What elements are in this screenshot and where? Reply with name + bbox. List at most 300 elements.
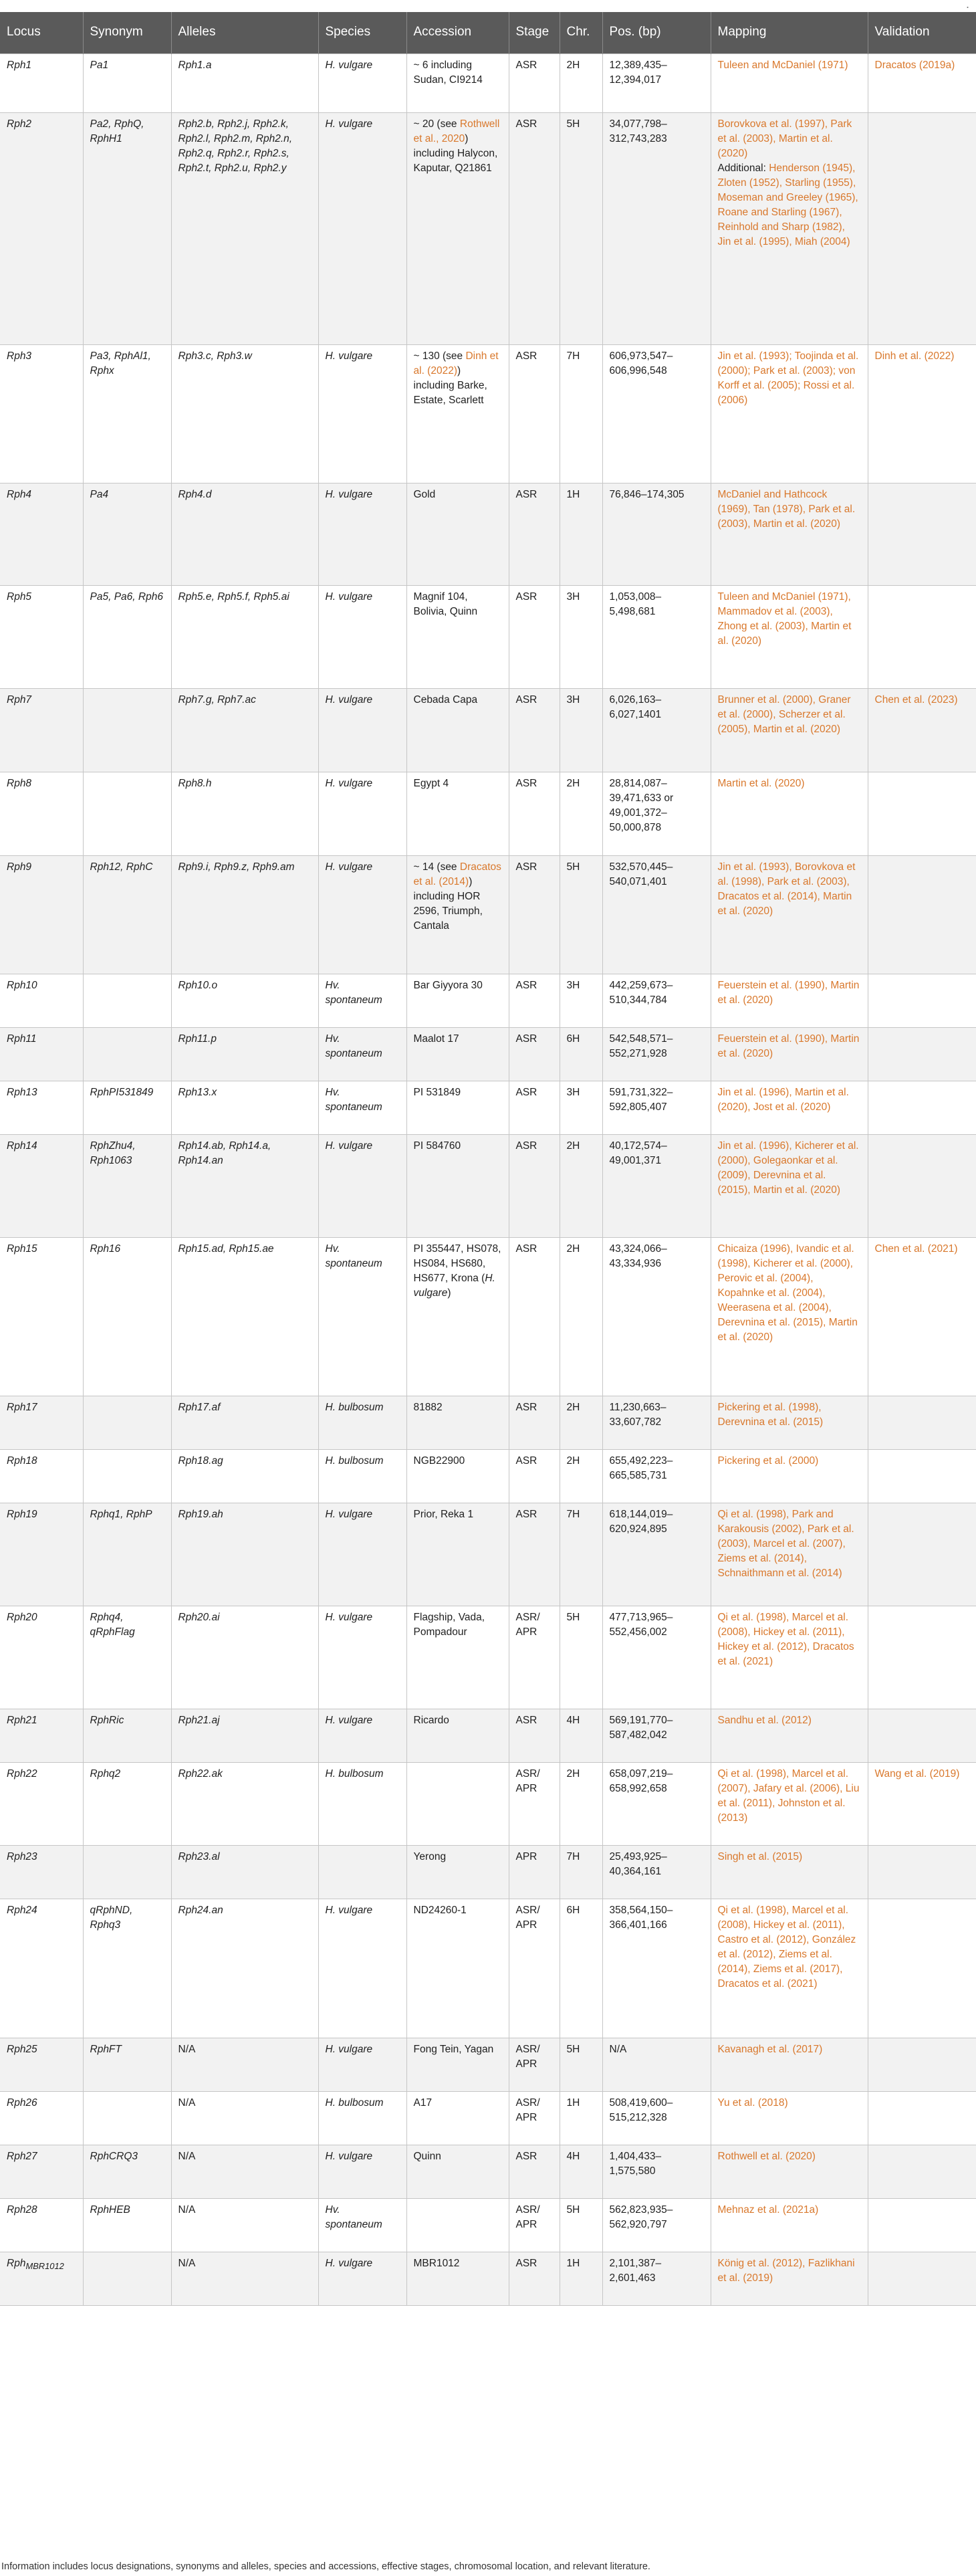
chr-text: 7H: [566, 1850, 580, 1862]
locus-name: Rph19: [7, 1508, 37, 1520]
cell-mapping: [711, 2252, 868, 2305]
accession-text: MBR1012: [413, 2257, 460, 2269]
pos-text: 76,846–174,305: [609, 488, 685, 500]
cell-synonym: [83, 2252, 171, 2305]
stage-text: ASR: [515, 1033, 537, 1045]
cell-chr: [560, 1709, 602, 1762]
cell-alleles: [171, 1027, 318, 1081]
cell-alleles: [171, 1449, 318, 1503]
cell-species: [318, 1762, 406, 1845]
cell-validation: [868, 688, 976, 772]
mapping-refs: Pickering et al. (2000): [717, 1455, 819, 1467]
cell-locus: [0, 2145, 83, 2198]
cell-synonym: [83, 1762, 171, 1845]
synonym-text: Rphq1, RphP: [90, 1508, 152, 1520]
validation-ref: Chen et al. (2021): [874, 1243, 958, 1255]
cell-locus: [0, 1845, 83, 1899]
page-mark: .: [965, 0, 969, 11]
accession-text: PI 531849: [413, 1086, 461, 1098]
cell-accession: [406, 2091, 509, 2145]
cell-chr: [560, 2198, 602, 2252]
alleles-text: Rph20.ai: [178, 1611, 220, 1623]
stage-text: ASR: [515, 350, 537, 362]
alleles-text: Rph3.c, Rph3.w: [178, 350, 252, 362]
alleles-text: Rph9.i, Rph9.z, Rph9.am: [178, 861, 295, 873]
cell-synonym: [83, 1503, 171, 1606]
cell-pos: [602, 855, 711, 974]
synonym-text: RphPI531849: [90, 1086, 154, 1098]
cell-species: [318, 1449, 406, 1503]
cell-species: [318, 2252, 406, 2305]
cell-stage: [509, 2091, 560, 2145]
table-row: [0, 974, 976, 1027]
cell-accession: [406, 1709, 509, 1762]
mapping-extra-refs: Henderson (1945), Zloten (1952), Starling (1955), Moseman and Greeley (1965), Roane and Starling (1967), Reinhold and Sharp (1982), Jin et al. (1995), Miah (2004): [717, 162, 858, 247]
cell-pos: [602, 2198, 711, 2252]
mapping-refs: König et al. (2012), Fazlikhani et al. (2019): [717, 2257, 855, 2284]
cell-chr: [560, 2145, 602, 2198]
cell-locus: [0, 1396, 83, 1449]
table-row: [0, 112, 976, 344]
accession-text: NGB22900: [413, 1455, 465, 1467]
cell-synonym: [83, 1899, 171, 2038]
cell-stage: [509, 1503, 560, 1606]
pos-text: 658,097,219–658,992,658: [609, 1767, 673, 1794]
locus-name: Rph7: [7, 693, 32, 706]
cell-pos: [602, 585, 711, 688]
cell-species: [318, 1396, 406, 1449]
cell-locus: [0, 483, 83, 585]
cell-locus: [0, 1899, 83, 2038]
alleles-text: Rph8.h: [178, 777, 212, 789]
cell-chr: [560, 1845, 602, 1899]
pos-text: 562,823,935–562,920,797: [609, 2204, 673, 2230]
synonym-text: qRphND, Rphq3: [90, 1904, 133, 1931]
cell-species: [318, 1503, 406, 1606]
species-text: Hv. spontaneum: [325, 2204, 382, 2230]
cell-synonym: [83, 585, 171, 688]
cell-chr: [560, 1762, 602, 1845]
table-row: [0, 1081, 976, 1134]
stage-text: ASR: [515, 979, 537, 991]
synonym-text: RphFT: [90, 2043, 122, 2055]
pos-text: 25,493,925–40,364,161: [609, 1850, 667, 1877]
cell-stage: [509, 1449, 560, 1503]
accession-text: Magnif 104, Bolivia, Quinn: [413, 591, 478, 617]
alleles-text: Rph24.an: [178, 1904, 223, 1916]
cell-pos: [602, 483, 711, 585]
chr-text: 2H: [566, 1401, 580, 1413]
pos-text: 1,053,008–5,498,681: [609, 591, 662, 617]
mapping-extra-label: Additional:: [717, 162, 769, 174]
cell-pos: [602, 1845, 711, 1899]
alleles-text: N/A: [178, 2257, 196, 2269]
chr-text: 3H: [566, 1086, 580, 1098]
cell-stage: [509, 483, 560, 585]
mapping-refs: Rothwell et al. (2020): [717, 2150, 816, 2162]
alleles-text: Rph17.af: [178, 1401, 221, 1413]
species-text: H. vulgare: [325, 2150, 373, 2162]
mapping-refs: Singh et al. (2015): [717, 1850, 803, 1862]
header-alleles: Alleles: [171, 12, 318, 53]
cell-chr: [560, 855, 602, 974]
cell-synonym: [83, 2038, 171, 2091]
accession-text: PI 355447, HS078, HS084, HS680, HS677, Krona: [413, 1243, 501, 1284]
cell-locus: [0, 1762, 83, 1845]
cell-synonym: [83, 483, 171, 585]
cell-pos: [602, 112, 711, 344]
cell-stage: [509, 1845, 560, 1899]
cell-pos: [602, 1503, 711, 1606]
alleles-text: Rph2.b, Rph2.j, Rph2.k, Rph2.l, Rph2.m, Rph2.n, Rph2.q, Rph2.r, Rph2.s, Rph2.t, Rph2.u, Rph2.y: [178, 118, 293, 174]
species-text: Hv. spontaneum: [325, 1033, 382, 1059]
cell-stage: [509, 1027, 560, 1081]
cell-mapping: [711, 772, 868, 855]
cell-mapping: [711, 688, 868, 772]
alleles-text: Rph22.ak: [178, 1767, 223, 1780]
cell-stage: [509, 1081, 560, 1134]
mapping-refs: Qi et al. (1998), Marcel et al. (2008), Hickey et al. (2011), Castro et al. (2012), González et al. (2012), Ziems et al. (2014), Ziems et al. (2017), Dracatos et al. (2021): [717, 1904, 856, 1990]
rph-loci-table: [0, 12, 976, 2306]
stage-text: ASR: [515, 861, 537, 873]
cell-mapping: [711, 2038, 868, 2091]
cell-validation: [868, 772, 976, 855]
cell-chr: [560, 112, 602, 344]
cell-stage: [509, 1237, 560, 1396]
synonym-text: RphZhu4, Rph1063: [90, 1140, 136, 1166]
cell-accession: [406, 344, 509, 483]
cell-validation: [868, 1396, 976, 1449]
cell-mapping: [711, 1762, 868, 1845]
alleles-text: Rph13.x: [178, 1086, 217, 1098]
table-row: [0, 1899, 976, 2038]
cell-species: [318, 1237, 406, 1396]
cell-mapping: [711, 1237, 868, 1396]
pos-text: 2,101,387–2,601,463: [609, 2257, 662, 2284]
accession-text: ) including HOR 2596, Triumph, Cantala: [413, 875, 483, 932]
cell-accession: [406, 2038, 509, 2091]
table-row: [0, 2038, 976, 2091]
alleles-text: N/A: [178, 2204, 196, 2216]
cell-alleles: [171, 1762, 318, 1845]
table-row: [0, 53, 976, 112]
cell-locus: [0, 2091, 83, 2145]
cell-alleles: [171, 585, 318, 688]
cell-species: [318, 344, 406, 483]
cell-locus: [0, 688, 83, 772]
pos-text: 43,324,066–43,334,936: [609, 1243, 667, 1269]
cell-accession: [406, 483, 509, 585]
locus-name: Rph24: [7, 1904, 37, 1916]
mapping-refs: Jin et al. (1993); Toojinda et al. (2000); Park et al. (2003); von Korff et al. (2005); Rossi et al. (2006): [717, 350, 859, 406]
pos-text: 358,564,150–366,401,166: [609, 1904, 673, 1931]
cell-species: [318, 1134, 406, 1237]
accession-species: H. vulgare: [413, 1272, 495, 1299]
stage-text: ASR: [515, 1140, 537, 1152]
cell-species: [318, 1027, 406, 1081]
cell-stage: [509, 1762, 560, 1845]
chr-text: 7H: [566, 1508, 580, 1520]
stage-text: ASR: [515, 488, 537, 500]
accession-text: ) including Halycon, Kaputar, Q21861: [413, 132, 498, 174]
cell-accession: [406, 1081, 509, 1134]
cell-pos: [602, 1762, 711, 1845]
species-text: H. vulgare: [325, 2043, 373, 2055]
accession-text: ) including Barke, Estate, Scarlett: [413, 364, 487, 406]
cell-accession: [406, 772, 509, 855]
cell-species: [318, 2198, 406, 2252]
table-row: [0, 2252, 976, 2305]
cell-alleles: [171, 1134, 318, 1237]
mapping-refs: Qi et al. (1998), Marcel et al. (2007), Jafary et al. (2006), Liu et al. (2011), Johnston et al. (2013): [717, 1767, 860, 1824]
species-text: H. vulgare: [325, 2257, 373, 2269]
cell-chr: [560, 1449, 602, 1503]
cell-validation: [868, 2198, 976, 2252]
cell-stage: [509, 344, 560, 483]
cell-species: [318, 53, 406, 112]
mapping-refs: Jin et al. (1996), Kicherer et al. (2000), Golegaonkar et al. (2009), Derevnina et al. (2015), Martin et al. (2020): [717, 1140, 859, 1196]
cell-mapping: [711, 855, 868, 974]
cell-locus: [0, 1027, 83, 1081]
cell-synonym: [83, 1845, 171, 1899]
cell-chr: [560, 1134, 602, 1237]
species-text: Hv. spontaneum: [325, 1243, 382, 1269]
chr-text: 5H: [566, 861, 580, 873]
cell-chr: [560, 1027, 602, 1081]
cell-mapping: [711, 1449, 868, 1503]
cell-pos: [602, 2252, 711, 2305]
cell-mapping: [711, 1606, 868, 1709]
pos-text: 542,548,571–552,271,928: [609, 1033, 673, 1059]
chr-text: 2H: [566, 777, 580, 789]
stage-text: ASR: [515, 777, 537, 789]
cell-validation: [868, 1899, 976, 2038]
cell-pos: [602, 1606, 711, 1709]
cell-alleles: [171, 1845, 318, 1899]
mapping-refs: Tuleen and McDaniel (1971): [717, 59, 848, 71]
species-text: H. vulgare: [325, 693, 373, 706]
cell-stage: [509, 1606, 560, 1709]
species-text: H. bulbosum: [325, 1767, 384, 1780]
stage-text: ASR: [515, 1508, 537, 1520]
stage-text: ASR: [515, 1401, 537, 1413]
synonym-text: Rph16: [90, 1243, 121, 1255]
pos-text: 618,144,019–620,924,895: [609, 1508, 673, 1535]
synonym-text: RphRic: [90, 1714, 124, 1726]
cell-chr: [560, 53, 602, 112]
table-row: [0, 1606, 976, 1709]
table-footnote: Information includes locus designations, synonyms and alleles, species and accessions, effective stages, chromosomal location, and relevant literature.: [1, 2561, 650, 2572]
chr-text: 5H: [566, 2043, 580, 2055]
locus-name: Rph18: [7, 1455, 37, 1467]
table-row: [0, 344, 976, 483]
cell-chr: [560, 2252, 602, 2305]
cell-locus: [0, 585, 83, 688]
locus-name: Rph23: [7, 1850, 37, 1862]
accession-text: ~ 130 (see: [413, 350, 466, 362]
cell-validation: [868, 1606, 976, 1709]
locus-name: Rph10: [7, 979, 37, 991]
accession-text: ND24260-1: [413, 1904, 467, 1916]
mapping-refs: Qi et al. (1998), Park and Karakousis (2002), Park et al. (2003), Marcel et al. (2007), Ziems et al. (2014), Schnaithmann et al. (2014): [717, 1508, 854, 1579]
table-row: [0, 772, 976, 855]
cell-accession: [406, 1845, 509, 1899]
stage-text: ASR: [515, 591, 537, 603]
cell-species: [318, 772, 406, 855]
cell-synonym: [83, 112, 171, 344]
pos-text: 569,191,770–587,482,042: [609, 1714, 673, 1741]
table-body: [0, 53, 976, 2305]
cell-chr: [560, 688, 602, 772]
validation-ref: Dracatos (2019a): [874, 59, 955, 71]
stage-text: ASR: [515, 1455, 537, 1467]
accession-text: Prior, Reka 1: [413, 1508, 474, 1520]
cell-synonym: [83, 53, 171, 112]
pos-text: 34,077,798–312,743,283: [609, 118, 667, 144]
cell-alleles: [171, 1396, 318, 1449]
cell-pos: [602, 1449, 711, 1503]
locus-name: Rph17: [7, 1401, 37, 1413]
locus-name: Rph14: [7, 1140, 37, 1152]
alleles-text: Rph7.g, Rph7.ac: [178, 693, 256, 706]
header-accession: Accession: [406, 12, 509, 53]
accession-text: ~ 20 (see: [413, 118, 460, 130]
synonym-text: Pa5, Pa6, Rph6: [90, 591, 163, 603]
locus-name: Rph15: [7, 1243, 37, 1255]
cell-mapping: [711, 344, 868, 483]
cell-validation: [868, 1503, 976, 1606]
cell-locus: [0, 1709, 83, 1762]
species-text: H. bulbosum: [325, 2097, 384, 2109]
cell-validation: [868, 53, 976, 112]
chr-text: 1H: [566, 488, 580, 500]
chr-text: 2H: [566, 1767, 580, 1780]
header-synonym: Synonym: [83, 12, 171, 53]
cell-synonym: [83, 2091, 171, 2145]
cell-chr: [560, 1606, 602, 1709]
chr-text: 3H: [566, 591, 580, 603]
pos-text: 12,389,435–12,394,017: [609, 59, 667, 86]
table-row: [0, 1134, 976, 1237]
cell-accession: [406, 1134, 509, 1237]
pos-text: 606,973,547–606,996,548: [609, 350, 673, 377]
cell-locus: [0, 2252, 83, 2305]
cell-synonym: [83, 1081, 171, 1134]
chr-text: 2H: [566, 59, 580, 71]
cell-validation: [868, 2038, 976, 2091]
cell-validation: [868, 1709, 976, 1762]
stage-text: ASR/ APR: [515, 1904, 540, 1931]
species-text: H. vulgare: [325, 118, 373, 130]
locus-name: Rph3: [7, 350, 32, 362]
cell-synonym: [83, 2198, 171, 2252]
alleles-text: Rph23.al: [178, 1850, 220, 1862]
cell-alleles: [171, 2145, 318, 2198]
mapping-refs: Yu et al. (2018): [717, 2097, 788, 2109]
alleles-text: Rph5.e, Rph5.f, Rph5.ai: [178, 591, 289, 603]
stage-text: ASR: [515, 1086, 537, 1098]
mapping-refs: Mehnaz et al. (2021a): [717, 2204, 819, 2216]
cell-stage: [509, 1134, 560, 1237]
cell-validation: [868, 1237, 976, 1396]
pos-text: N/A: [609, 2043, 627, 2055]
cell-chr: [560, 483, 602, 585]
cell-synonym: [83, 1396, 171, 1449]
cell-accession: [406, 585, 509, 688]
mapping-refs: McDaniel and Hathcock (1969), Tan (1978), Park et al. (2003), Martin et al. (2020): [717, 488, 856, 530]
mapping-refs: Feuerstein et al. (1990), Martin et al. (2020): [717, 979, 860, 1006]
stage-text: APR: [515, 1850, 537, 1862]
mapping-refs: Jin et al. (1993), Borovkova et al. (1998), Park et al. (2003), Dracatos et al. (2014), Martin et al. (2020): [717, 861, 856, 917]
cell-synonym: [83, 1709, 171, 1762]
cell-synonym: [83, 344, 171, 483]
cell-mapping: [711, 1027, 868, 1081]
cell-stage: [509, 772, 560, 855]
cell-alleles: [171, 2252, 318, 2305]
cell-pos: [602, 2091, 711, 2145]
accession-text: PI 584760: [413, 1140, 461, 1152]
cell-chr: [560, 1396, 602, 1449]
chr-text: 2H: [566, 1140, 580, 1152]
cell-alleles: [171, 344, 318, 483]
cell-alleles: [171, 2091, 318, 2145]
pos-text: 1,404,433–1,575,580: [609, 2150, 662, 2177]
chr-text: 5H: [566, 1611, 580, 1623]
locus-name: Rph26: [7, 2097, 37, 2109]
accession-text: Yerong: [413, 1850, 447, 1862]
cell-locus: [0, 1081, 83, 1134]
chr-text: 5H: [566, 2204, 580, 2216]
mapping-refs: Borovkova et al. (1997), Park et al. (2003), Martin et al. (2020): [717, 118, 852, 159]
chr-text: 4H: [566, 2150, 580, 2162]
cell-alleles: [171, 772, 318, 855]
species-text: H. vulgare: [325, 59, 373, 71]
species-text: Hv. spontaneum: [325, 1086, 382, 1113]
pos-text: 40,172,574–49,001,371: [609, 1140, 667, 1166]
stage-text: ASR/ APR: [515, 2097, 540, 2123]
table-row: [0, 2198, 976, 2252]
cell-locus: [0, 1134, 83, 1237]
mapping-refs: Feuerstein et al. (1990), Martin et al. (2020): [717, 1033, 860, 1059]
alleles-text: Rph1.a: [178, 59, 212, 71]
alleles-text: Rph14.ab, Rph14.a, Rph14.an: [178, 1140, 271, 1166]
cell-mapping: [711, 2198, 868, 2252]
cell-validation: [868, 1762, 976, 1845]
chr-text: 6H: [566, 1033, 580, 1045]
validation-ref: Chen et al. (2023): [874, 693, 958, 706]
cell-species: [318, 1709, 406, 1762]
mapping-refs: Martin et al. (2020): [717, 777, 805, 789]
cell-pos: [602, 1081, 711, 1134]
accession-text: Ricardo: [413, 1714, 449, 1726]
cell-accession: [406, 974, 509, 1027]
cell-accession: [406, 1503, 509, 1606]
cell-stage: [509, 2252, 560, 2305]
cell-pos: [602, 1899, 711, 2038]
cell-locus: [0, 1503, 83, 1606]
mapping-refs: Tuleen and McDaniel (1971), Mammadov et al. (2003), Zhong et al. (2003), Martin et al. (2020): [717, 591, 852, 647]
cell-mapping: [711, 1899, 868, 2038]
cell-alleles: [171, 1081, 318, 1134]
cell-pos: [602, 53, 711, 112]
locus-name: Rph9: [7, 861, 32, 873]
header-chr: Chr.: [560, 12, 602, 53]
locus-subscript: MBR1012: [25, 2260, 64, 2271]
locus-name: Rph27: [7, 2150, 37, 2162]
table-row: [0, 855, 976, 974]
alleles-text: N/A: [178, 2150, 196, 2162]
cell-mapping: [711, 1709, 868, 1762]
